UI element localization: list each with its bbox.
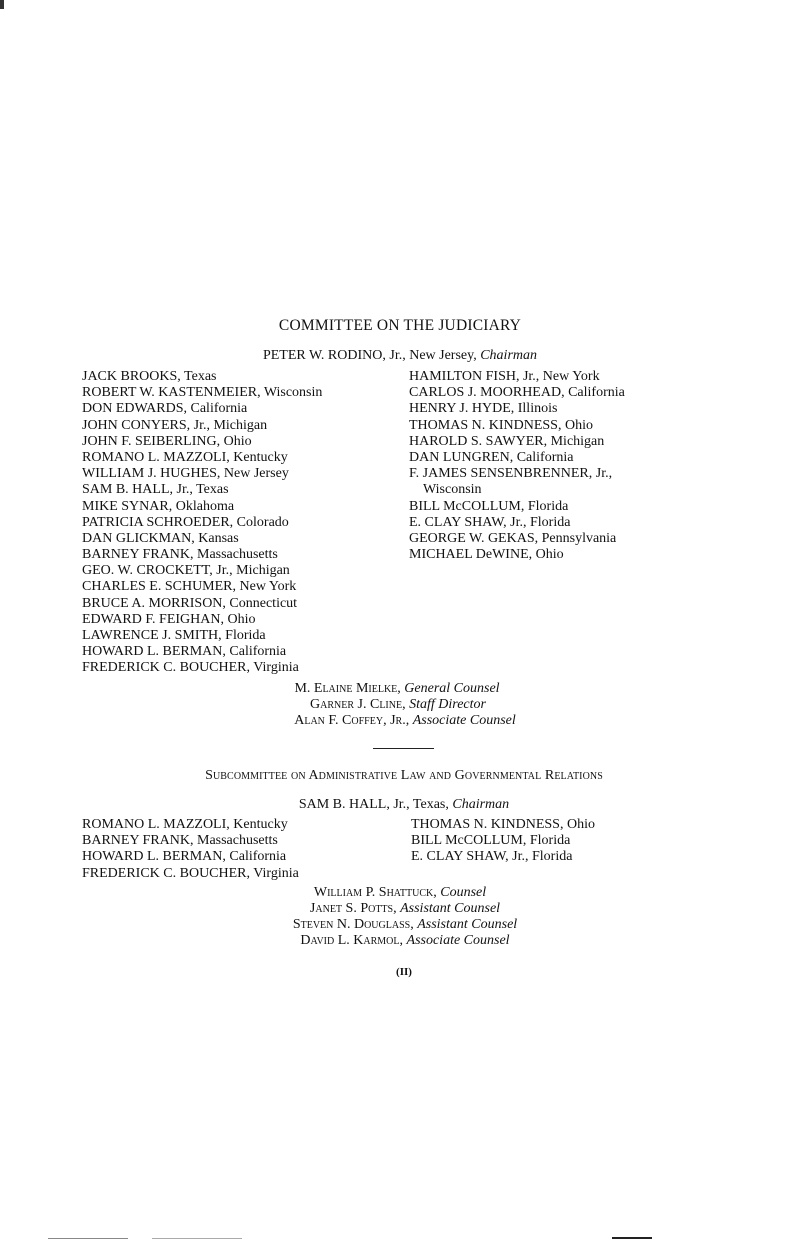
member: DAN LUNGREN, California bbox=[409, 449, 574, 465]
staff-line bbox=[5, 917, 800, 933]
committee-minority-column bbox=[409, 369, 625, 563]
staff-name: William P. Shattuck, bbox=[313, 885, 437, 900]
member: Wisconsin bbox=[423, 482, 482, 498]
member: BARNEY FRANK, Massachusetts bbox=[82, 547, 278, 563]
member: THOMAS N. KINDNESS, Ohio bbox=[409, 417, 593, 433]
member: E. CLAY SHAW, Jr., Florida bbox=[411, 849, 573, 865]
member: JOHN F. SEIBERLING, Ohio bbox=[82, 433, 252, 449]
member: BILL McCOLLUM, Florida bbox=[409, 498, 569, 514]
staff-line bbox=[5, 901, 800, 917]
member: CARLOS J. MOORHEAD, California bbox=[409, 385, 625, 401]
subcommittee-minority-column bbox=[411, 817, 595, 866]
chairman-state: New Jersey, bbox=[409, 348, 477, 363]
member: FREDERICK C. BOUCHER, Virginia bbox=[82, 660, 299, 676]
member: ROMANO L. MAZZOLI, Kentucky bbox=[82, 449, 288, 465]
staff-name: Garner J. Cline, bbox=[310, 697, 406, 712]
subcommittee-title: Subcommittee on Administrative Law and Governmental Relations bbox=[205, 768, 603, 783]
staff-line bbox=[0, 681, 797, 697]
staff-line bbox=[0, 885, 800, 901]
staff-role: Counsel bbox=[440, 885, 487, 900]
member: DAN GLICKMAN, Kansas bbox=[82, 530, 239, 546]
staff-name: David L. Karmol, bbox=[300, 933, 404, 948]
staff-line bbox=[0, 697, 798, 713]
staff-role: Associate Counsel bbox=[412, 713, 516, 728]
staff-name: M. Elaine Mielke, bbox=[294, 681, 401, 696]
member: HOWARD L. BERMAN, California bbox=[82, 849, 287, 865]
page-number: (II) bbox=[396, 966, 412, 978]
staff-role: Assistant Counsel bbox=[400, 901, 501, 916]
section-divider bbox=[373, 748, 434, 749]
member: PATRICIA SCHROEDER, Colorado bbox=[82, 514, 289, 530]
member: HOWARD L. BERMAN, California bbox=[82, 644, 287, 660]
member: BRUCE A. MORRISON, Connecticut bbox=[82, 595, 298, 611]
member: FREDERICK C. BOUCHER, Virginia bbox=[82, 865, 299, 881]
member: JACK BROOKS, Texas bbox=[82, 369, 217, 384]
staff-role: Assistant Counsel bbox=[417, 917, 518, 932]
chairman-role: Chairman bbox=[452, 797, 510, 812]
member: ROBERT W. KASTENMEIER, Wisconsin bbox=[82, 385, 323, 401]
staff-role: Associate Counsel bbox=[406, 933, 510, 948]
member: GEORGE W. GEKAS, Pennsylvania bbox=[409, 530, 617, 546]
chairman-name: SAM B. HALL, Jr., bbox=[298, 797, 410, 812]
member: JOHN CONYERS, Jr., Michigan bbox=[82, 417, 268, 433]
member: WILLIAM J. HUGHES, New Jersey bbox=[82, 466, 289, 482]
member: HAMILTON FISH, Jr., New York bbox=[409, 369, 600, 384]
staff-line bbox=[5, 933, 800, 949]
member: CHARLES E. SCHUMER, New York bbox=[82, 579, 297, 595]
member: THOMAS N. KINDNESS, Ohio bbox=[411, 817, 595, 832]
member: E. CLAY SHAW, Jr., Florida bbox=[409, 514, 571, 530]
staff-role: Staff Director bbox=[409, 697, 486, 712]
staff-name: Steven N. Douglass, bbox=[292, 917, 414, 932]
staff-name: Alan F. Coffey, Jr., bbox=[294, 713, 410, 728]
subcommittee-chairman bbox=[4, 797, 800, 813]
member: ROMANO L. MAZZOLI, Kentucky bbox=[82, 817, 288, 832]
member: BARNEY FRANK, Massachusetts bbox=[82, 833, 278, 849]
member: GEO. W. CROCKETT, Jr., Michigan bbox=[82, 563, 290, 579]
scan-mark bbox=[612, 1237, 652, 1239]
member: SAM B. HALL, Jr., Texas bbox=[82, 482, 229, 498]
chairman-name: PETER W. RODINO, Jr., bbox=[262, 348, 406, 363]
committee-title: COMMITTEE ON THE JUDICIARY bbox=[278, 317, 522, 334]
staff-line bbox=[5, 713, 800, 729]
member: LAWRENCE J. SMITH, Florida bbox=[82, 628, 266, 643]
member: BILL McCOLLUM, Florida bbox=[411, 833, 571, 849]
scan-mark bbox=[48, 1238, 128, 1239]
member: F. JAMES SENSENBRENNER, Jr., bbox=[409, 466, 613, 482]
member: HENRY J. HYDE, Illinois bbox=[409, 401, 558, 417]
scan-mark bbox=[152, 1238, 242, 1239]
member: HAROLD S. SAWYER, Michigan bbox=[409, 433, 605, 449]
staff-role: General Counsel bbox=[404, 681, 500, 696]
committee-majority-column bbox=[82, 369, 322, 677]
member: MIKE SYNAR, Oklahoma bbox=[82, 498, 235, 514]
scan-mark bbox=[0, 0, 4, 9]
staff-name: Janet S. Potts, bbox=[309, 901, 397, 916]
chairman-role: Chairman bbox=[480, 348, 538, 363]
chairman-state: Texas, bbox=[412, 797, 449, 812]
subcommittee-majority-column bbox=[82, 817, 299, 882]
member: DON EDWARDS, California bbox=[82, 401, 248, 417]
member: MICHAEL DeWINE, Ohio bbox=[409, 547, 564, 563]
committee-chairman bbox=[0, 348, 800, 364]
member: EDWARD F. FEIGHAN, Ohio bbox=[82, 611, 256, 627]
